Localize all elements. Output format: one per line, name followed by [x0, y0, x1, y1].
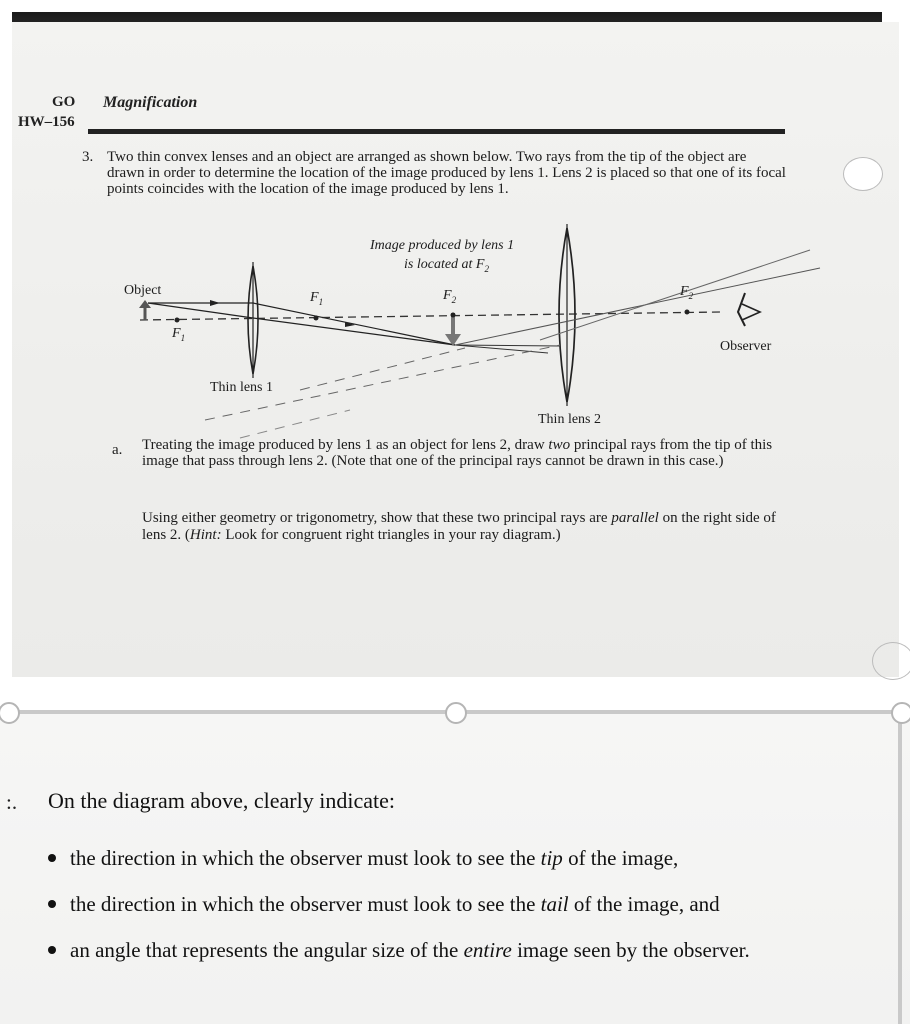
- crop-handle-circle[interactable]: [843, 157, 883, 191]
- image-caption-line-2: is located at $F_2$: [404, 257, 489, 274]
- selection-handle-center[interactable]: [445, 702, 467, 724]
- observer-label: Observer: [720, 339, 772, 354]
- dashed-construction-2: [300, 348, 465, 390]
- selection-border-right: [898, 710, 902, 1024]
- object-label: Object: [124, 283, 162, 298]
- part-a-geometry-prompt: Using either geometry or trigonometry, show that these two principal rays are parallel on the right side of lens 2. (Hint: Look for congruent right triangles in your ray diagram.): [142, 510, 776, 543]
- observer-eye-lens-icon: [742, 304, 760, 320]
- selection-handle-right[interactable]: [891, 702, 910, 724]
- lens-2-label: Thin lens 2: [538, 412, 601, 427]
- part-c-intro: On the diagram above, clearly indicate:: [48, 788, 395, 813]
- observer-eye-icon: [738, 293, 745, 326]
- problem-statement: Two thin convex lenses and an object are arranged as shown below. Two rays from the tip of the object are drawn in order to determine the location of the image produced by lens 1. Lens 2 is placed so that one of its focal points coincides with the location of the image produced by lens 1.: [107, 149, 786, 197]
- ray-focal: [148, 303, 455, 345]
- bullet-dot-icon: [48, 900, 56, 908]
- list-item: an angle that represents the angular size of the entire image seen by the observer.: [44, 927, 750, 973]
- f2-right-label: $F_2$: [680, 284, 694, 301]
- crop-handle-arc[interactable]: [872, 642, 910, 680]
- f1-left-label: $F_1$: [172, 326, 186, 343]
- part-c-list: [44, 835, 750, 973]
- ray-through-lens-2b: [540, 250, 810, 340]
- part-c-marker: :.: [6, 790, 18, 814]
- homework-code: HW–156: [18, 114, 75, 130]
- list-item: the direction in which the observer must look to see the tail of the image, and: [44, 881, 750, 927]
- f2-left-label: $F_2$: [443, 288, 457, 305]
- section-title: Magnification: [103, 94, 198, 111]
- list-item: the direction in which the observer must look to see the tip of the image,: [44, 835, 750, 881]
- f1-right-point: [314, 316, 319, 321]
- part-a-letter: a.: [112, 442, 123, 458]
- ray-parallel-arrow: [210, 300, 220, 306]
- bullet-dot-icon: [48, 946, 56, 954]
- object-arrow-head: [139, 300, 151, 308]
- f2-right-point: [685, 310, 690, 315]
- course-label: GO: [52, 94, 76, 110]
- f1-left-point: [175, 318, 180, 323]
- dashed-construction-3: [240, 410, 350, 438]
- problem-number: 3.: [82, 149, 94, 165]
- bullet-dot-icon: [48, 854, 56, 862]
- ray-through-lens-2a: [455, 268, 820, 345]
- ray-extension-2: [455, 345, 560, 346]
- part-a-instruction: Treating the image produced by lens 1 as an object for lens 2, draw two principal rays from the tip of this image that pass through lens 2. (Note that one of the principal rays cannot be drawn in this case.): [142, 437, 773, 469]
- f2-left-point: [451, 313, 456, 318]
- lens-1-label: Thin lens 1: [210, 380, 273, 395]
- f1-right-label: $F_1$: [310, 290, 324, 307]
- optical-axis: [140, 312, 720, 320]
- image-caption-line-1: Image produced by lens 1: [370, 238, 515, 253]
